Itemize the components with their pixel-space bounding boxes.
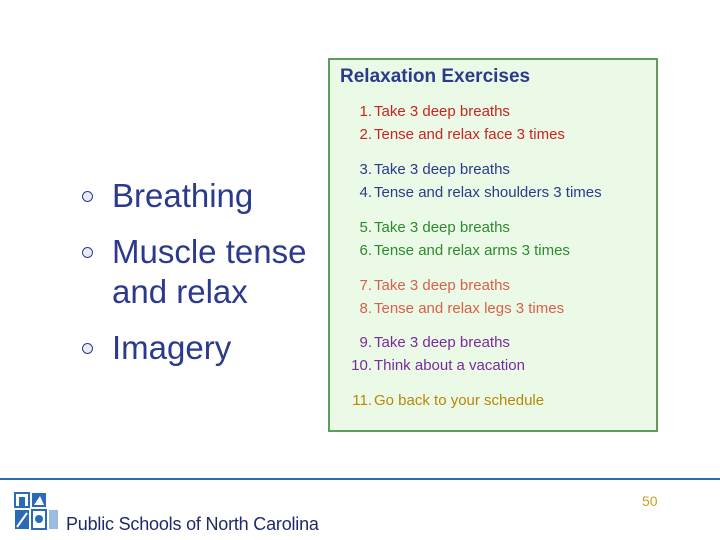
step-item — [330, 216, 660, 239]
bullet-dot-icon — [82, 191, 93, 202]
bullet-text: Imagery — [112, 329, 232, 366]
step-number: 1. — [359, 103, 372, 120]
step-item — [330, 239, 660, 262]
step-item — [330, 158, 660, 181]
step-group — [330, 216, 660, 262]
step-item — [330, 354, 660, 377]
footer-divider — [0, 478, 720, 480]
step-text: Tense and relax legs 3 times — [374, 300, 565, 317]
bullet-dot-icon — [82, 343, 93, 354]
step-text: Go back to your schedule — [374, 392, 545, 409]
step-item — [330, 389, 660, 412]
step-number: 8. — [359, 300, 372, 317]
bullet-text: Muscle tense and relax — [112, 233, 307, 310]
step-text: Take 3 deep breaths — [374, 277, 510, 294]
bullet-item-breathing — [80, 176, 330, 216]
step-text: Take 3 deep breaths — [374, 334, 510, 351]
step-number: 9. — [359, 334, 372, 351]
footer-logo-text: Public Schools of North Carolina — [66, 514, 319, 534]
step-text: Tense and relax arms 3 times — [374, 242, 570, 259]
step-text: Take 3 deep breaths — [374, 219, 510, 236]
step-text: Tense and relax face 3 times — [374, 126, 565, 143]
step-number: 10. — [351, 357, 372, 374]
bullet-item-imagery — [80, 328, 330, 368]
step-item — [330, 100, 660, 123]
step-item — [330, 123, 660, 146]
step-group — [330, 389, 660, 412]
step-item — [330, 181, 660, 204]
step-group — [330, 158, 660, 204]
step-item — [330, 331, 660, 354]
step-number: 2. — [359, 126, 372, 143]
bullet-text: Breathing — [112, 177, 254, 214]
relaxation-exercises-panel — [328, 58, 658, 432]
bullet-item-muscle — [80, 232, 330, 312]
step-item — [330, 297, 660, 320]
step-text: Take 3 deep breaths — [374, 161, 510, 178]
page-number: 50 — [642, 493, 658, 509]
step-number: 3. — [359, 161, 372, 178]
step-text: Take 3 deep breaths — [374, 103, 510, 120]
step-group — [330, 331, 660, 377]
step-number: 7. — [359, 277, 372, 294]
bullet-list — [80, 176, 330, 384]
step-number: 11. — [352, 392, 372, 409]
step-group — [330, 274, 660, 320]
step-number: 5. — [359, 219, 372, 236]
step-number: 6. — [359, 242, 372, 259]
step-number: 4. — [359, 184, 372, 201]
step-text: Tense and relax shoulders 3 times — [374, 184, 602, 201]
nc-schools-logo-icon — [14, 491, 60, 531]
bullet-dot-icon — [82, 247, 93, 258]
step-item — [330, 274, 660, 297]
step-group — [330, 100, 660, 146]
panel-title: Relaxation Exercises — [340, 66, 531, 87]
step-text: Think about a vacation — [374, 357, 525, 374]
